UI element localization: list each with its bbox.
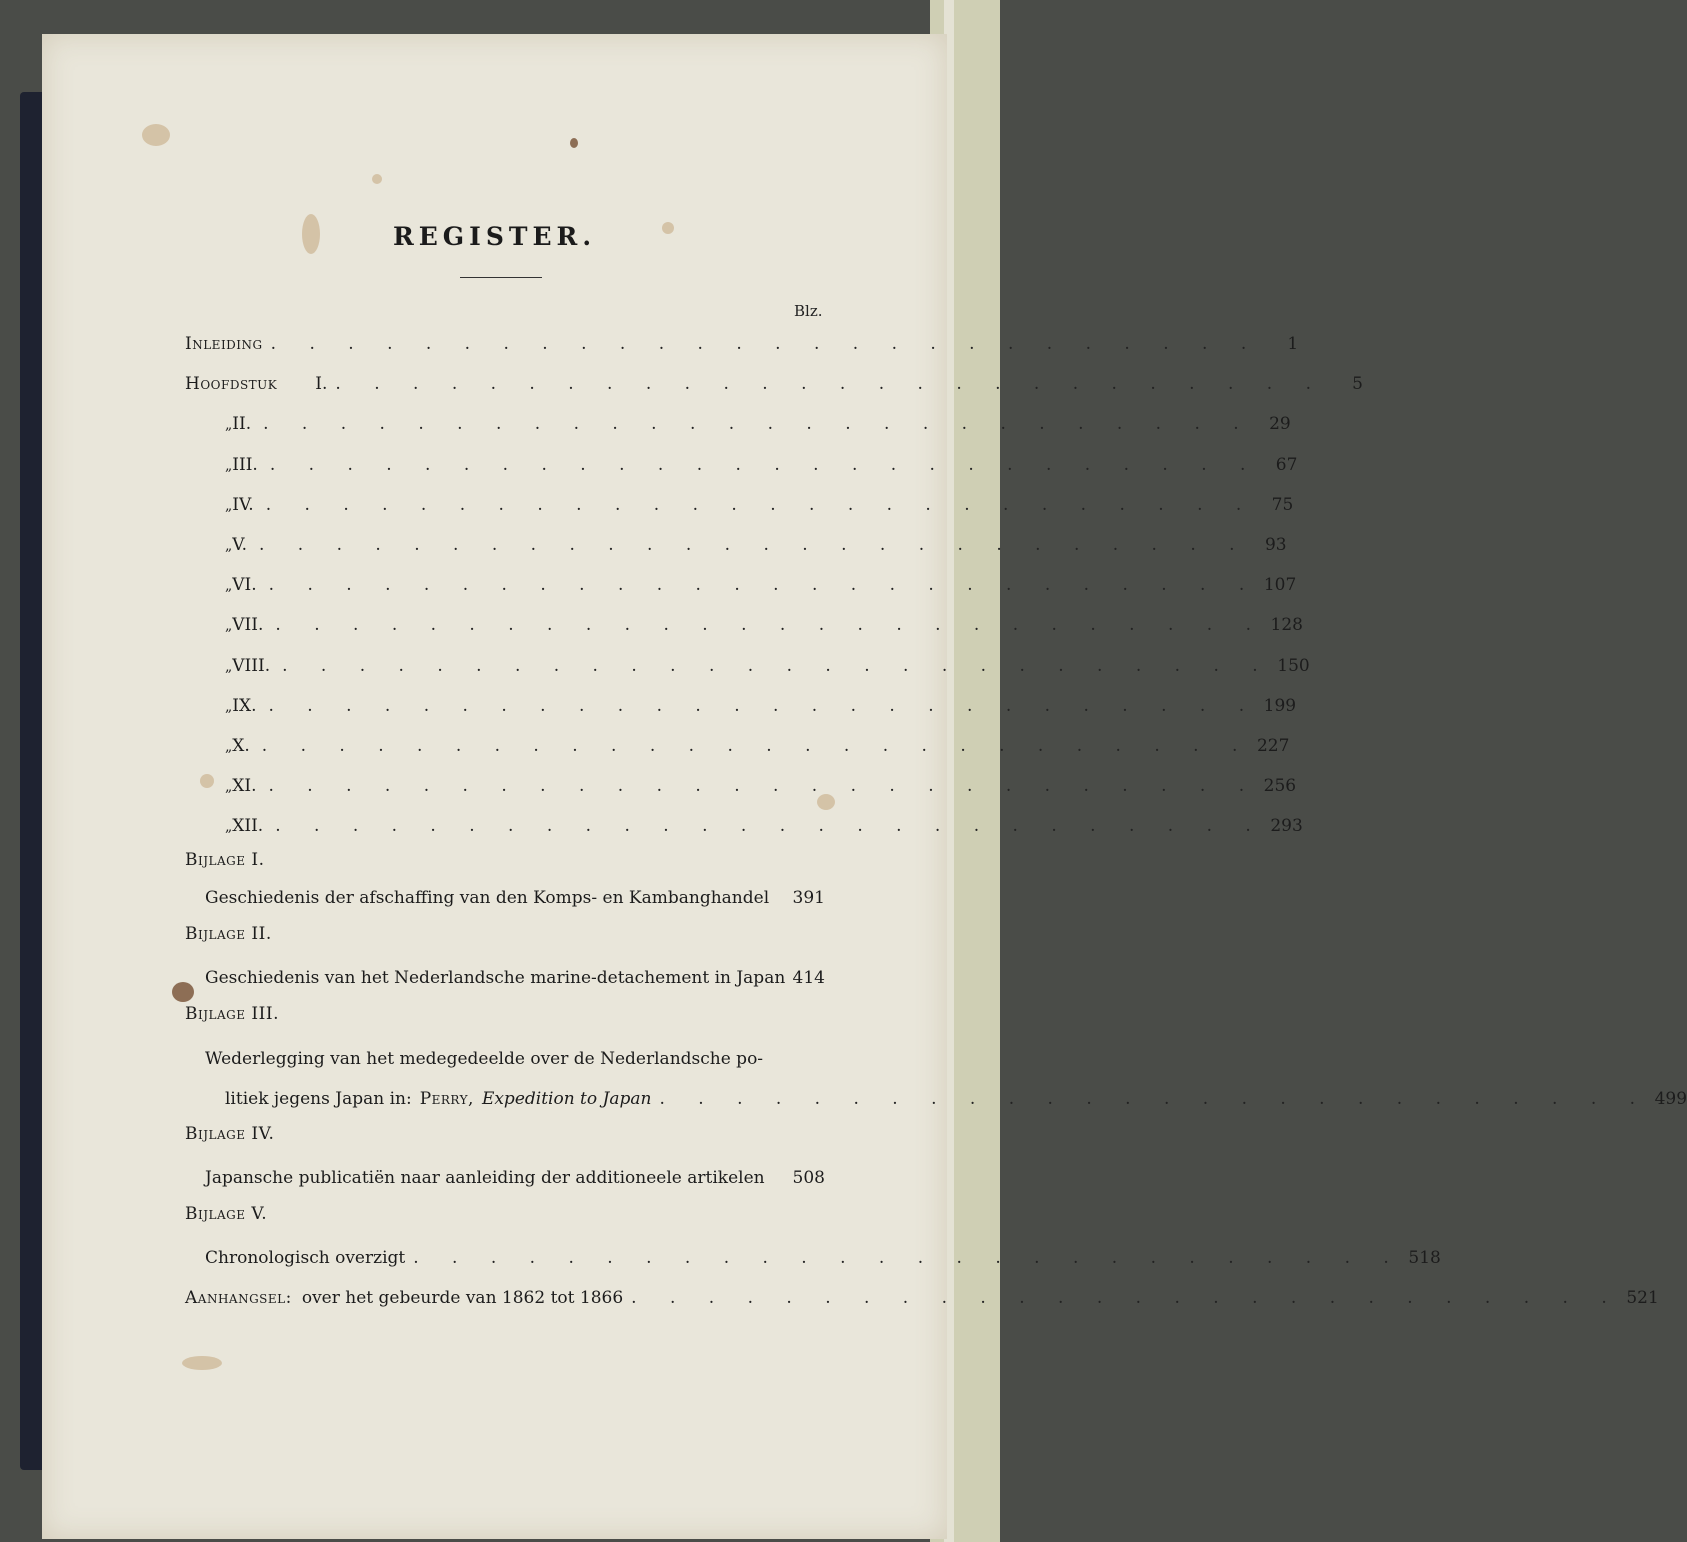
supplement-label: Aanhangsel: — [185, 1288, 292, 1308]
chapter-numeral: IV. — [232, 495, 254, 515]
ditto-mark: „ — [225, 618, 233, 634]
toc-appendix-heading — [185, 1004, 825, 1032]
chapter-word: Hoofdstuk — [185, 374, 278, 394]
chapter-numeral: VII. — [232, 615, 264, 635]
appendix-title: Geschiedenis van het Nederlandsche marine-detachement in Japan — [205, 968, 786, 988]
toc-entry-introduction — [185, 334, 1299, 362]
toc-appendix-entry — [185, 1049, 825, 1077]
ditto-mark: „ — [225, 578, 233, 594]
toc-appendix-heading — [185, 924, 825, 952]
toc-appendix-entry — [185, 1168, 825, 1196]
dot-leader: . . . . . . . . . . . . . . . . . . . . . . . . . . — [275, 816, 1265, 836]
ditto-mark: „ — [225, 538, 233, 554]
supplement-title: over het gebeurde van 1862 tot 1866 — [301, 1288, 624, 1308]
chapter-numeral: VI. — [232, 575, 257, 595]
toc-entry-chapter — [185, 736, 1290, 764]
page-number: 518 — [1408, 1248, 1441, 1268]
page-number: 1 — [1287, 334, 1299, 354]
toc-entry-chapter — [185, 495, 1294, 523]
toc-entry-chapter — [185, 696, 1297, 724]
toc-entry-chapter — [185, 776, 1297, 804]
chapter-numeral: XI. — [232, 776, 257, 796]
toc-appendix-entry — [185, 1248, 1441, 1276]
appendix-title: Wederlegging van het medegedeelde over de Nederlandsche po- — [205, 1049, 764, 1069]
dot-leader: . . . . . . . . . . . . . . . . . . . . . . . . . . — [275, 615, 1265, 635]
toc-appendix-entry-continued — [185, 1089, 1687, 1117]
toc-entry-chapter — [185, 816, 1303, 844]
page-number: 499 — [1654, 1089, 1687, 1109]
page-number: 29 — [1269, 414, 1291, 434]
page-number: 508 — [792, 1168, 825, 1188]
chapter-numeral: XII. — [232, 816, 264, 836]
dot-leader: . . . . . . . . . . . . . . . . . . . . . . . . . . — [413, 1248, 1403, 1268]
toc-appendix-heading — [185, 1124, 825, 1152]
page-number: 293 — [1270, 816, 1303, 836]
work-title: Expedition to Japan — [481, 1089, 652, 1109]
toc-entry-chapter — [185, 615, 1303, 643]
dot-leader: . . . . . . . . . . . . . . . . . . . . . . . . . . — [268, 575, 1259, 595]
appendix-label: Bijlage V. — [185, 1204, 268, 1224]
book-page — [42, 34, 1687, 1539]
chapter-numeral: III. — [232, 455, 258, 475]
toc-supplement-entry — [185, 1288, 1659, 1316]
foxing-spot — [142, 124, 170, 146]
dot-leader: . . . . . . . . . . . . . . . . . . . . . . . . . . — [659, 1089, 1650, 1109]
toc-entry-chapter — [185, 455, 1298, 483]
page-number: 107 — [1263, 575, 1297, 595]
page-number: 67 — [1275, 455, 1298, 475]
toc-entry-chapter — [185, 575, 1297, 603]
page-column-header: Blz. — [794, 302, 823, 320]
dot-leader: . . . . . . . . . . . . . . . . . . . . . . . . . . — [335, 374, 1325, 394]
ditto-mark: „ — [225, 779, 233, 795]
foxing-spot — [570, 138, 578, 148]
dot-leader: . . . . . . . . . . . . . . . . . . . . . . . . . . — [268, 696, 1259, 716]
page-number: 391 — [792, 888, 825, 908]
dot-leader: . . . . . . . . . . . . . . . . . . . . . . . . . . — [269, 455, 1260, 475]
dot-leader: . . . . . . . . . . . . . . . . . . . . . . . . . . — [282, 656, 1272, 676]
page-title: REGISTER. — [392, 222, 597, 251]
dot-leader: . . . . . . . . . . . . . . . . . . . . . . . . . . — [631, 1288, 1621, 1308]
page-number: 521 — [1626, 1288, 1659, 1308]
appendix-label: Bijlage I. — [185, 850, 265, 870]
chapter-numeral: I. — [315, 374, 328, 394]
toc-appendix-heading — [185, 850, 825, 878]
page-number: 128 — [1270, 615, 1303, 635]
toc-entry-chapter — [185, 656, 1310, 684]
toc-entry-chapter — [185, 535, 1287, 563]
chapter-numeral: V. — [232, 535, 247, 555]
chapter-numeral: X. — [232, 736, 250, 756]
entry-label: Inleiding — [185, 334, 263, 354]
ditto-mark: „ — [225, 739, 233, 755]
title-rule — [460, 277, 542, 278]
chapter-numeral: VIII. — [232, 656, 271, 676]
toc-appendix-entry — [185, 888, 825, 916]
appendix-label: Bijlage II. — [185, 924, 272, 944]
foxing-spot — [372, 174, 382, 184]
page-number: 150 — [1277, 656, 1310, 676]
appendix-title: Chronologisch overzigt — [205, 1248, 406, 1268]
appendix-label: Bijlage III. — [185, 1004, 279, 1024]
chapter-numeral: II. — [232, 414, 252, 434]
page-number: 414 — [792, 968, 825, 988]
page-number: 93 — [1264, 535, 1287, 555]
toc-appendix-heading — [185, 1204, 825, 1232]
ditto-mark: „ — [225, 417, 233, 433]
toc-entry-chapter — [185, 374, 1363, 402]
ditto-mark: „ — [225, 458, 233, 474]
appendix-title: Japansche publicatiën naar aanleiding der additioneele artikelen — [205, 1168, 765, 1188]
ditto-mark: „ — [225, 699, 233, 715]
page-number: 227 — [1256, 736, 1290, 756]
toc-entry-chapter — [185, 414, 1291, 442]
dot-leader: . . . . . . . . . . . . . . . . . . . . . . . . . . — [270, 334, 1261, 354]
author-name: Perry, — [419, 1089, 474, 1109]
appendix-label: Bijlage IV. — [185, 1124, 275, 1144]
dot-leader: . . . . . . . . . . . . . . . . . . . . . . . . . . — [263, 414, 1253, 434]
ditto-mark: „ — [225, 819, 233, 835]
dot-leader: . . . . . . . . . . . . . . . . . . . . . . . . . . — [258, 535, 1249, 555]
page-number: 75 — [1271, 495, 1294, 515]
toc-appendix-entry — [185, 968, 825, 996]
dot-leader: . . . . . . . . . . . . . . . . . . . . . . . . . . — [261, 736, 1252, 756]
ditto-mark: „ — [225, 498, 233, 514]
dot-leader: . . . . . . . . . . . . . . . . . . . . . . . . . . — [268, 776, 1259, 796]
chapter-numeral: IX. — [232, 696, 257, 716]
ditto-mark: „ — [225, 659, 233, 675]
foxing-spot — [182, 1356, 222, 1370]
appendix-title-continued: litiek jegens Japan in: — [225, 1089, 412, 1109]
dot-leader: . . . . . . . . . . . . . . . . . . . . . . . . . . — [265, 495, 1256, 515]
appendix-title: Geschiedenis der afschaffing van den Komps- en Kambanghandel — [205, 888, 770, 908]
page-number: 5 — [1352, 374, 1363, 394]
page-number: 256 — [1263, 776, 1297, 796]
page-number: 199 — [1263, 696, 1297, 716]
